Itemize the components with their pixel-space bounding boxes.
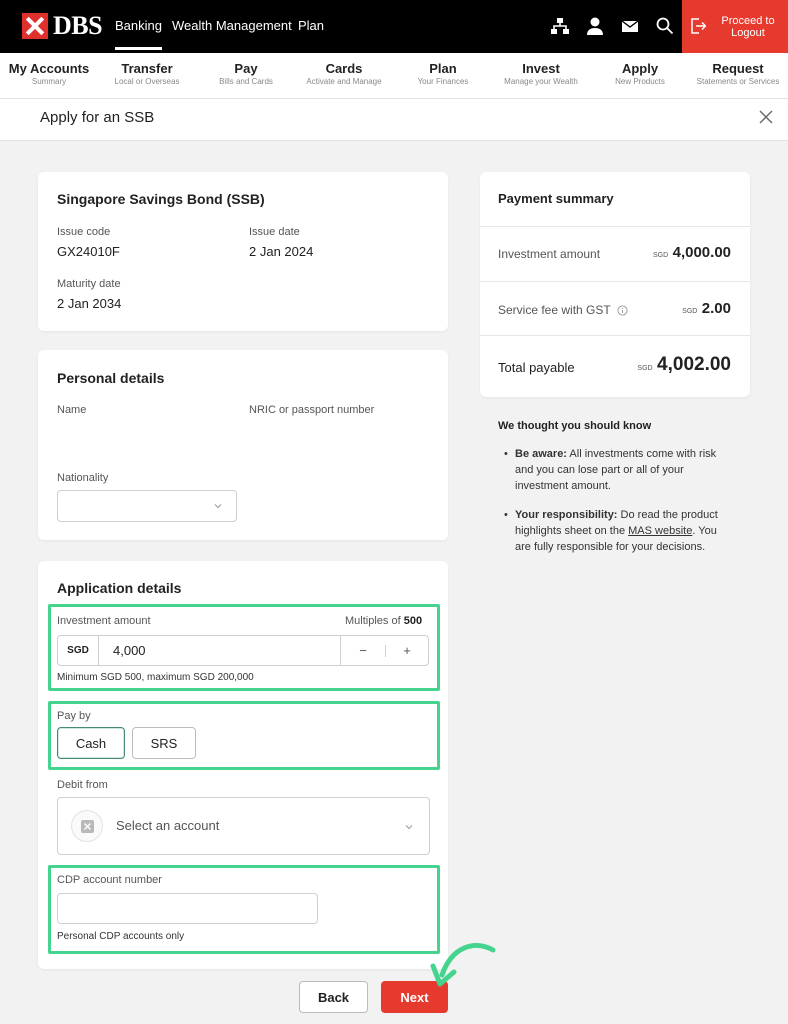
payment-summary-card xyxy=(480,172,750,397)
summary-fee-label: Service fee with GST xyxy=(498,303,628,317)
increment-button[interactable]: + xyxy=(403,643,411,658)
debit-from-label: Debit from xyxy=(57,779,108,791)
nav-invest[interactable]: Invest Manage your Wealth xyxy=(504,61,578,86)
issue-date-label: Issue date xyxy=(249,226,300,238)
logout-button[interactable] xyxy=(682,0,788,53)
nav-apply[interactable]: Apply New Products xyxy=(615,61,665,86)
name-label: Name xyxy=(57,404,87,416)
investment-amount-label: Investment amount xyxy=(57,615,151,627)
pay-cash-button[interactable]: Cash xyxy=(57,727,125,759)
topnav-banking[interactable]: Banking xyxy=(115,18,162,33)
notice-section xyxy=(498,418,728,555)
bond-title: Singapore Savings Bond (SSB) xyxy=(57,191,265,207)
mail-icon[interactable] xyxy=(620,16,640,36)
summary-total-label: Total payable xyxy=(498,360,575,375)
investment-amount-input[interactable]: 4,000 xyxy=(113,643,146,658)
issue-code-label: Issue code xyxy=(57,226,111,238)
close-icon[interactable] xyxy=(758,109,774,125)
nav-request[interactable]: Request Statements or Services xyxy=(696,61,780,86)
summary-investment-value: SGD 4,000.00 xyxy=(652,244,731,261)
debit-account-select[interactable] xyxy=(57,797,430,855)
dbs-logo[interactable]: DBS xyxy=(22,12,102,40)
org-chart-icon[interactable] xyxy=(550,16,570,36)
chevron-down-icon xyxy=(405,823,413,831)
highlight-pay-by xyxy=(48,701,440,770)
nav-pay[interactable]: Pay Bills and Cards xyxy=(219,61,273,86)
currency-prefix: SGD xyxy=(58,636,99,665)
summary-total-value: SGD 4,002.00 xyxy=(637,354,731,375)
issue-code-value: GX24010F xyxy=(57,244,120,259)
maturity-date-label: Maturity date xyxy=(57,278,121,290)
nav-plan[interactable]: Plan Your Finances xyxy=(417,61,469,86)
main-nav xyxy=(0,53,788,99)
notice-title: We thought you should know xyxy=(498,420,652,432)
next-button[interactable]: Next xyxy=(381,981,448,1013)
nav-transfer[interactable]: Transfer Local or Overseas xyxy=(114,61,180,86)
pay-srs-button[interactable]: SRS xyxy=(132,727,196,759)
top-bar xyxy=(0,0,788,53)
cdp-account-note: Personal CDP accounts only xyxy=(57,931,185,942)
pointer-arrow-icon xyxy=(430,942,496,988)
personal-details-card xyxy=(38,350,448,540)
personal-details-title: Personal details xyxy=(57,370,165,386)
nric-label: NRIC or passport number xyxy=(249,404,375,416)
nav-cards[interactable]: Cards Activate and Manage xyxy=(306,61,382,86)
nationality-select[interactable] xyxy=(57,490,237,522)
logout-icon xyxy=(690,17,706,35)
payment-summary-title: Payment summary xyxy=(498,191,614,206)
investment-limits-note: Minimum SGD 500, maximum SGD 200,000 xyxy=(57,672,254,683)
mas-website-link[interactable]: MAS website xyxy=(628,525,693,537)
topnav-plan[interactable]: Plan xyxy=(298,18,325,33)
back-button[interactable]: Back xyxy=(299,981,368,1013)
chevron-down-icon xyxy=(214,502,222,510)
pay-by-label: Pay by xyxy=(57,710,91,722)
multiples-label: Multiples of 500 xyxy=(345,615,423,627)
notice-item-risk: • Be aware: All investments come with risk and you can lose part or all of your investment amount. xyxy=(504,448,717,492)
logout-label: Proceed to Logout xyxy=(721,15,775,39)
account-placeholder-icon xyxy=(71,810,103,842)
highlight-investment-amount xyxy=(48,604,440,691)
user-icon[interactable] xyxy=(585,16,605,36)
dbs-star-icon xyxy=(22,13,48,39)
search-icon[interactable] xyxy=(655,16,675,36)
summary-fee-value: SGD 2.00 xyxy=(682,300,731,317)
maturity-date-value: 2 Jan 2034 xyxy=(57,296,122,311)
cdp-account-label: CDP account number xyxy=(57,874,162,886)
topnav-wealth-management[interactable]: Wealth Management xyxy=(172,18,292,33)
summary-investment-label: Investment amount xyxy=(498,247,601,261)
debit-account-placeholder: Select an account xyxy=(116,818,220,833)
highlight-cdp-account xyxy=(48,865,440,954)
nav-my-accounts[interactable]: My Accounts Summary xyxy=(8,61,90,86)
page-title: Apply for an SSB xyxy=(40,109,155,126)
notice-item-responsibility: • Your responsibility: Do read the product highlights sheet on the MAS website. You are fully responsible for your decisions. xyxy=(504,509,718,553)
info-icon[interactable] xyxy=(617,305,628,316)
title-bar xyxy=(0,99,788,141)
application-details-title: Application details xyxy=(57,580,182,596)
nationality-label: Nationality xyxy=(57,472,109,484)
decrement-button[interactable]: − xyxy=(359,643,367,658)
bond-card xyxy=(38,172,448,331)
issue-date-value: 2 Jan 2024 xyxy=(249,244,314,259)
